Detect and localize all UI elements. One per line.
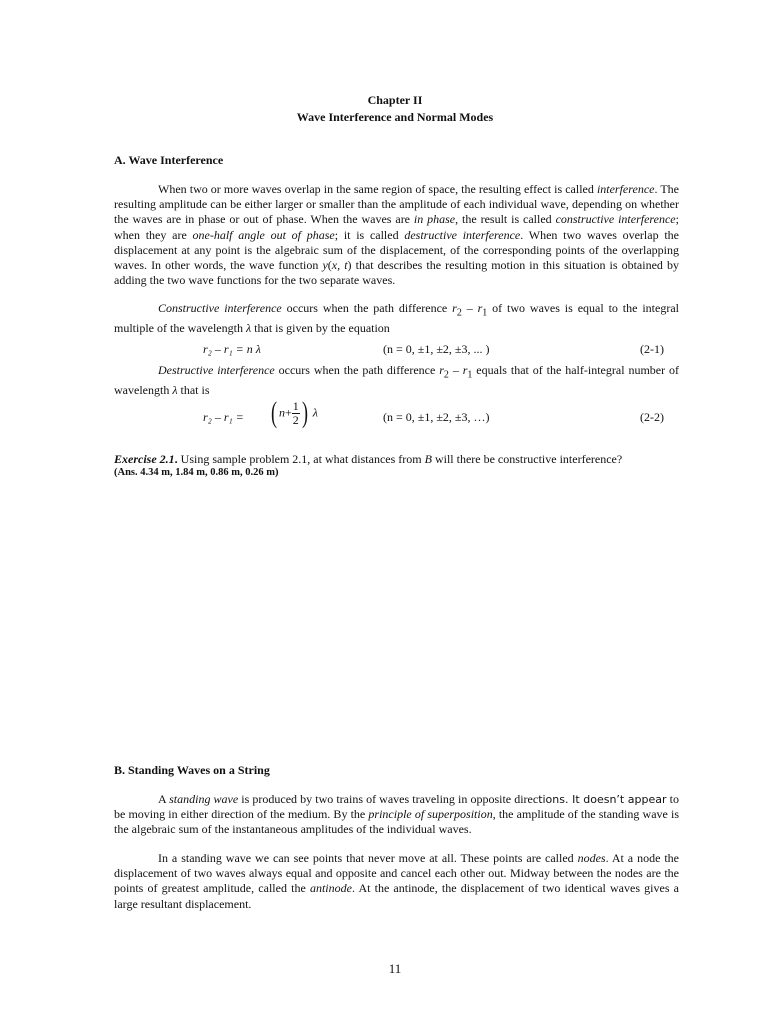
equation-2-2-condition: (n = 0, ±1, ±2, ±3, …) <box>383 410 490 424</box>
section-b-paragraph-1: A standing wave is produced by two trains of waves traveling in opposite directions. It doesn’t appear to be moving in either direction of the medium. By the principle of superposition, the amplitude of the standing wave is the algebraic sum of the instantaneous amplitudes of the individual waves. <box>114 792 680 837</box>
exercise-2-1-answer: (Ans. 4.34 m, 1.84 m, 0.86 m, 0.26 m) <box>114 467 279 478</box>
section-a-paragraph-1: When two or more waves overlap in the same region of space, the resulting effect is called interference. The resulting amplitude can be either larger or smaller than the amplitude of each individual wave, depending on whether the waves are in phase or out of phase. When the waves are in phase, the result is called constructive interference; when they are one-half angle out of phase; it is called destructive interference. When two waves overlap the displacement at any point is the algebraic sum of the displacement, of the corresponding points of the overlapping waves. In other words, the wave function y(x, t) that describes the resulting motion in this situation is obtained by adding the two wave functions for the two separate waves. <box>114 182 679 288</box>
page-number: 11 <box>388 961 402 976</box>
equation-2-2-lhs: r₂ – r₁ = <box>203 410 244 424</box>
one-half-fraction: $\frac{1}{2}$ <box>292 398 299 427</box>
equation-2-1-condition: (n = 0, ±1, ±2, ±3, ... ) <box>383 342 490 356</box>
right-paren-icon: ) <box>301 396 308 429</box>
section-a-paragraph-2: Constructive interference occurs when the path difference $r_2 - r_1$ of two waves is equal to the integral multiple of the wavelength λ that is given by the equation <box>114 301 680 335</box>
section-a-heading: A. Wave Interference <box>114 153 224 167</box>
section-a-paragraph-3: Destructive interference occurs when the path difference $r_2 - r_1$ equals that of the half-integral number of wavelength λ that is <box>114 363 679 397</box>
exercise-2-1: Exercise 2.1. Using sample problem 2.1, at what distances from B will there be constructive interference? <box>114 452 623 466</box>
chapter-title: Wave Interference and Normal Modes <box>296 110 494 124</box>
equation-2-2-expression: ( n+ $\frac{1}{2}$ ) λ <box>271 396 318 429</box>
section-b-heading: B. Standing Waves on a String <box>114 763 270 777</box>
equation-2-1-lhs: r₂ – r₁ = n λ <box>203 342 261 356</box>
chapter-number: Chapter II <box>367 93 423 107</box>
section-b-paragraph-2: In a standing wave we can see points that never move at all. These points are called nodes. At a node the displacement of two waves always equal and opposite and cancel each other out. Midway between the nodes are the points of greatest amplitude, called the antinode. At the antinode, the displacement of two identical waves gives a large resultant displacement. <box>114 851 679 911</box>
left-paren-icon: ( <box>271 396 277 429</box>
equation-2-2-label: (2-2) <box>640 410 664 424</box>
equation-2-1-label: (2-1) <box>640 342 664 356</box>
